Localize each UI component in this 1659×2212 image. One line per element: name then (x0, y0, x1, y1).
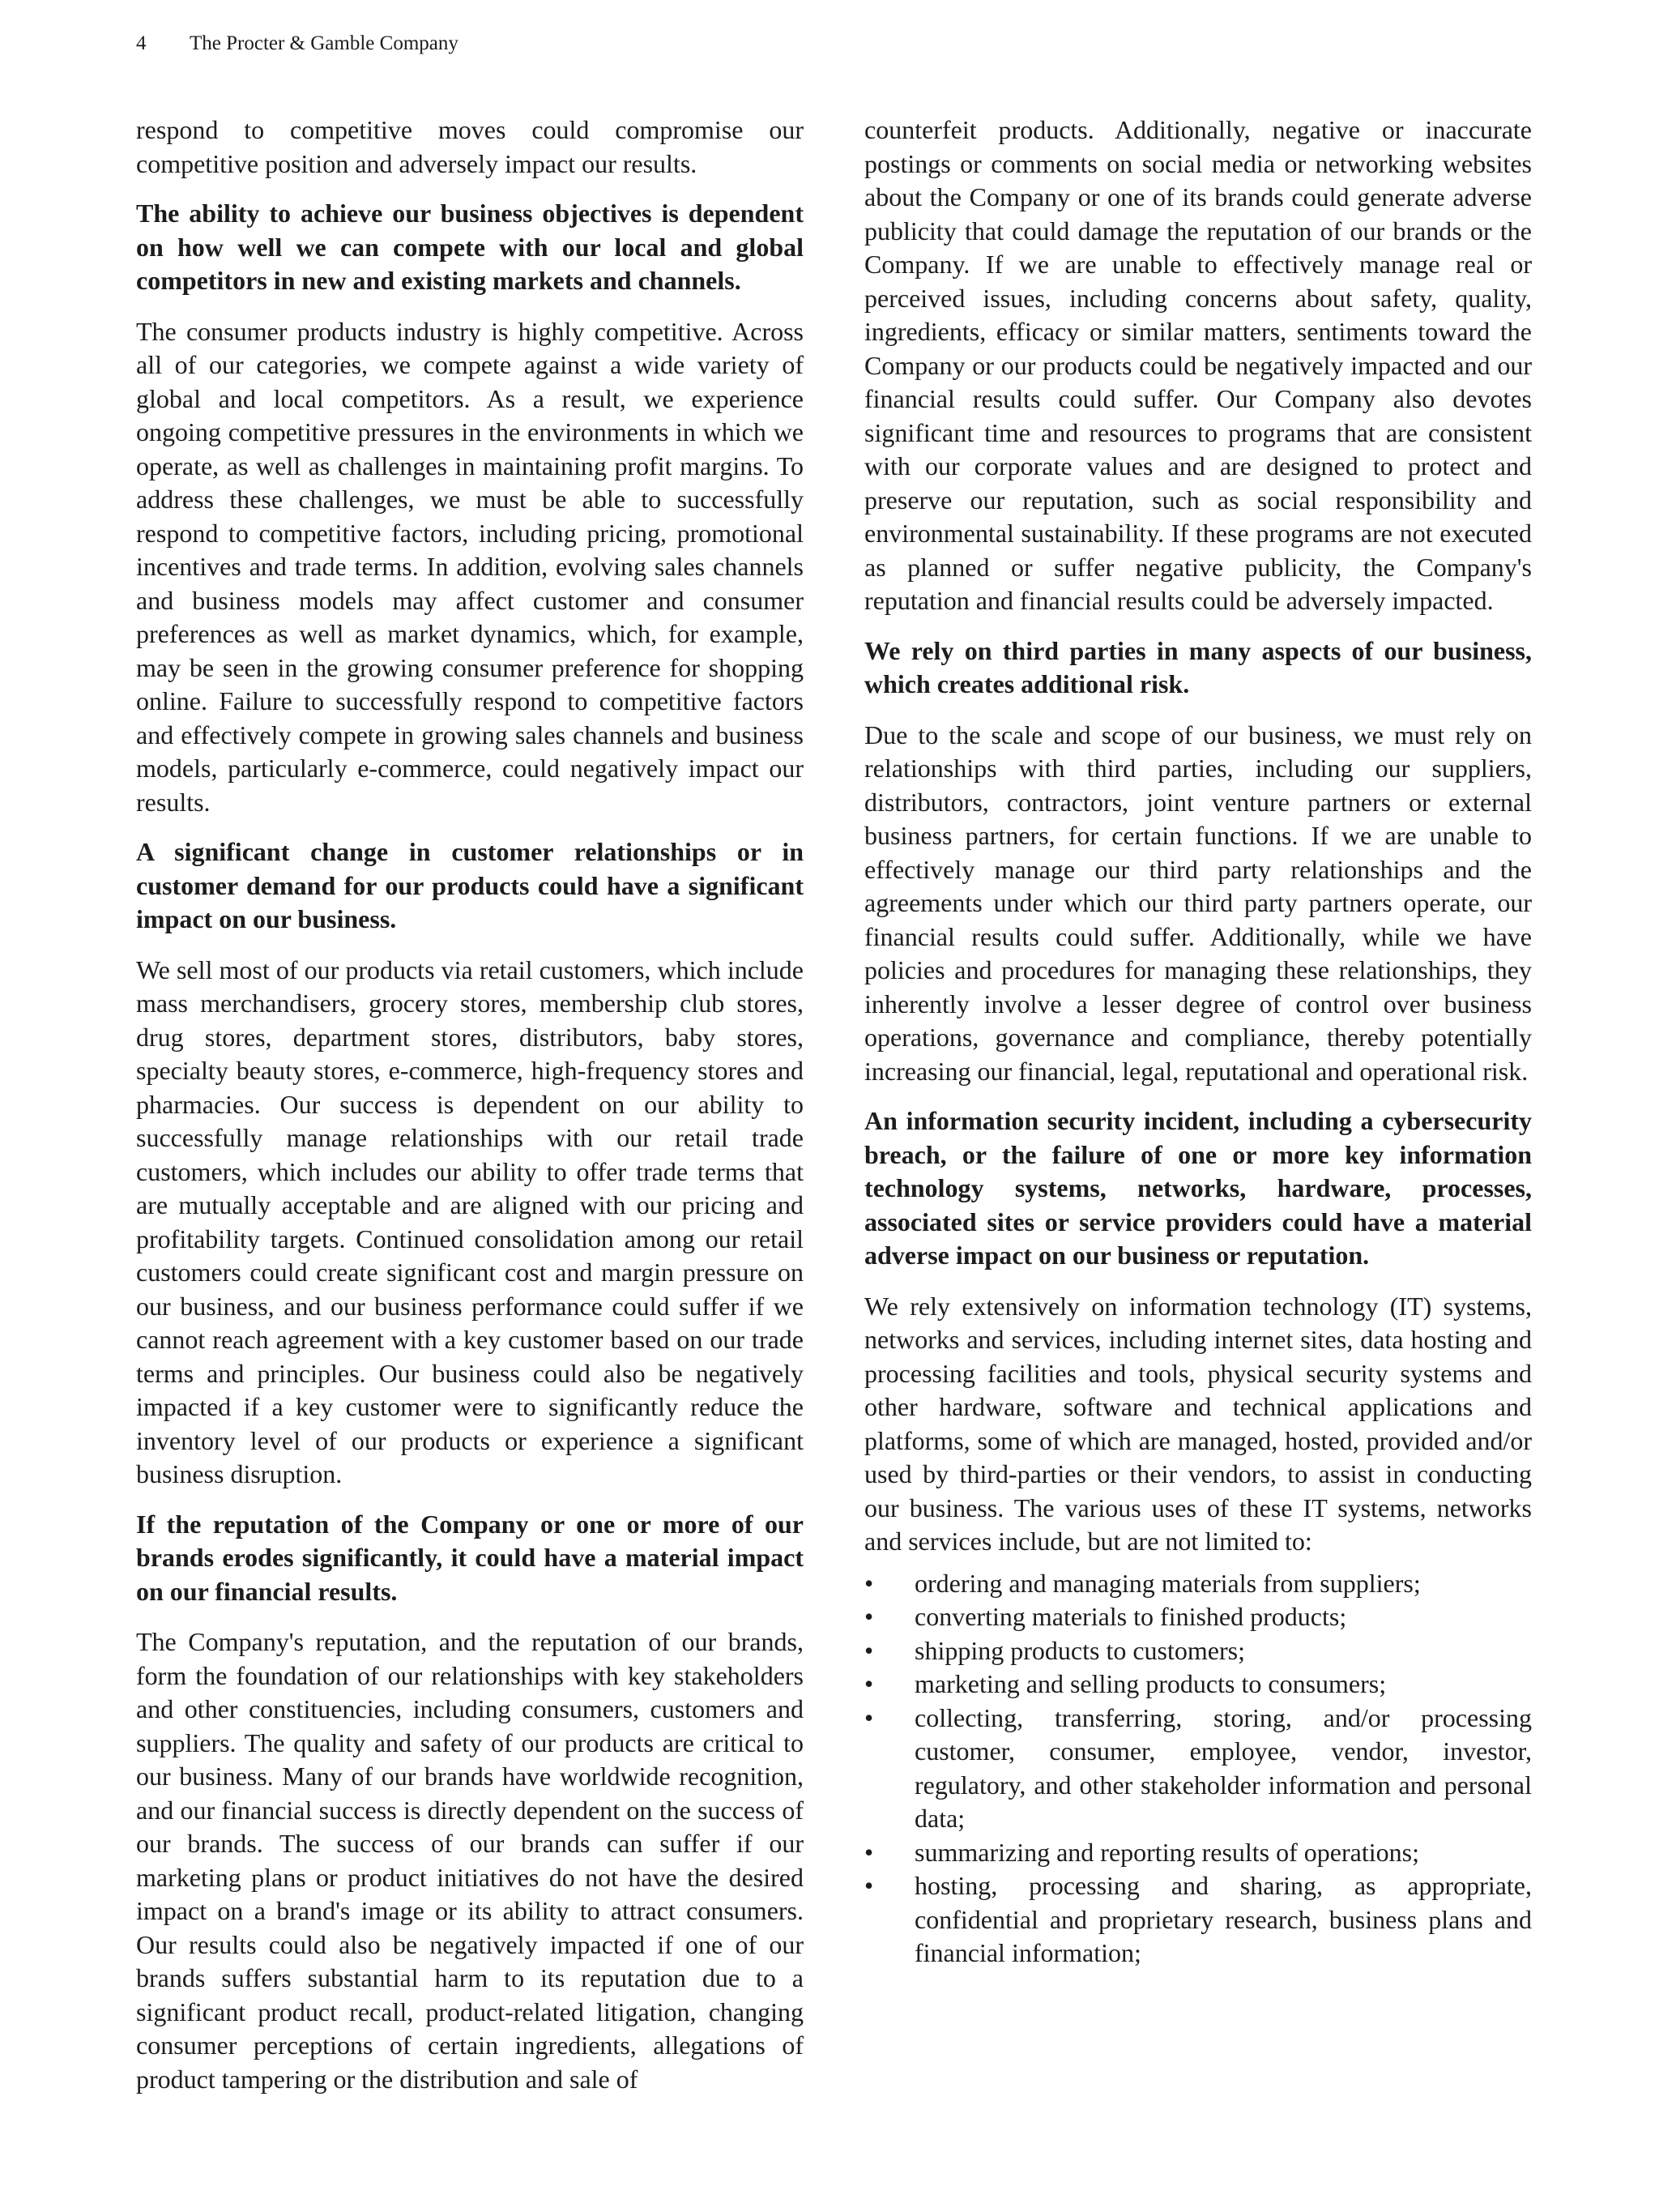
list-item: • shipping products to customers; (864, 1634, 1532, 1668)
bullet-icon: • (864, 1669, 874, 1698)
list-item: • summarizing and reporting results of operations; (864, 1836, 1532, 1870)
bullet-icon: • (864, 1837, 874, 1867)
company-name: The Procter & Gamble Company (190, 32, 458, 54)
bullet-icon: • (864, 1568, 874, 1598)
right-paragraph-1: counterfeit products. Additionally, negative or inaccurate postings or comments on social media or networking websites about the Company or one of its brands could generate adverse publicity that could damage the reputation of our brands or the Company. If we are unable to effectively manage real or perceived issues, including concerns about safety, quality, ingredients, efficacy or similar matters, sentiments toward the Company or our products could be negatively impacted and our financial results could suffer. Our Company also devotes significant time and resources to programs that are consistent with our corporate values and are designed to protect and preserve our reputation, such as social responsibility and environmental sustainability. If these programs are not executed as planned or suffer negative publicity, the Company's reputation and financial results could be adversely impacted. (864, 115, 1532, 615)
list-item: • ordering and managing materials from suppliers; (864, 1567, 1532, 1601)
heading-competition: The ability to achieve our business objectives is dependent on how well we can compete with our local and global competitors in new and existing markets and channels. (136, 199, 804, 295)
heading-information-security: An information security incident, including a cybersecurity breach, or the failure of one or more key information technology systems, networks, hardware, processes, associated sites or service providers could have a material adverse impact on our business or reputation. (864, 1106, 1532, 1270)
page-number: 4 (136, 32, 147, 54)
list-item: • converting materials to finished products; (864, 1600, 1532, 1634)
right-paragraph-2: Due to the scale and scope of our business, we must rely on relationships with third parties, including our suppliers, distributors, contractors, joint venture partners or external business partners, for certain functions. If we are unable to effectively manage our third party relationships and the agreements under which our third party partners operate, our financial results could suffer. Additionally, while we have policies and procedures for managing these relationships, they inherently involve a lesser degree of control over business operations, governance and compliance, thereby potentially increasing our financial, legal, reputational and operational risk. (864, 720, 1532, 1086)
right-paragraph-3: We rely extensively on information technology (IT) systems, networks and services, including internet sites, data hosting and processing facilities and tools, physical security systems and other hardware, software and technical applications and platforms, some of which are managed, hosted, provided and/or used by third-parties or their vendors, to assist in conducting our business. The various uses of these IT systems, networks and services include, but are not limited to: (864, 1291, 1532, 1556)
left-paragraph-3: We sell most of our products via retail customers, which include mass merchandisers, grocery stores, membership club stores, drug stores, department stores, distributors, baby stores, specialty beauty stores, e-commerce, high-frequency stores and pharmacies. Our success is dependent on our ability to successfully manage relationships with our retail trade customers, which includes our ability to offer trade terms that are mutually acceptable and are aligned with our pricing and profitability targets. Continued consolidation among our retail customers could create significant cost and margin pressure on our business, and our business performance could suffer if we cannot reach agreement with a key customer based on our trade terms and principles. Our business could also be negatively impacted if a key customer were to significantly reduce the inventory level of our products or experience a significant business disruption. (136, 954, 804, 1488)
list-item: • collecting, transferring, storing, and/or processing customer, consumer, employee, vendor, investor, regulatory, and other stakeholder information and personal data; (864, 1702, 1532, 1833)
list-item: • hosting, processing and sharing, as appropriate, confidential and proprietary research, business plans and financial information; (864, 1871, 1532, 1967)
right-column (864, 113, 1532, 1971)
bullet-icon: • (864, 1602, 874, 1631)
bullet-icon: • (864, 1635, 874, 1665)
bullet-icon: • (864, 1702, 874, 1732)
page-header (136, 29, 458, 58)
left-paragraph-2: The consumer products industry is highly competitive. Across all of our categories, we compete against a wide variety of global and local competitors. As a result, we experience ongoing competitive pressures in the environments in which we operate, as well as challenges in maintaining profit margins. To address these challenges, we must be able to successfully respond to competitive factors, including pricing, promotional incentives and trade terms. In addition, evolving sales channels and business models may affect customer and consumer preferences as well as market dynamics, which, for example, may be seen in the growing consumer preference for shopping online. Failure to successfully respond to competitive factors and effectively compete in growing sales channels and business models, particularly e-commerce, could negatively impact our results. (136, 316, 804, 817)
heading-reputation: If the reputation of the Company or one or more of our brands erodes significantly, it could have a material impact on our financial results. (136, 1509, 804, 1606)
list-item: • marketing and selling products to consumers; (864, 1668, 1532, 1702)
left-column (136, 113, 804, 2112)
it-uses-list (864, 1567, 1532, 1971)
left-paragraph-4: The Company's reputation, and the reputation of our brands, form the foundation of our relationships with key stakeholders and other constituencies, including consumers, customers and suppliers. The quality and safety of our products are critical to our business. Many of our brands have worldwide recognition, and our financial success is directly dependent on the success of our brands. The success of our brands can suffer if our marketing plans or product initiatives do not have the desired impact on a brand's image or its ability to attract consumers. Our results could also be negatively impacted if one of our brands suffers substantial harm to its reputation due to a significant product recall, product-related litigation, changing consumer perceptions of certain ingredients, allegations of product tampering or the distribution and sale of (136, 1627, 804, 2094)
left-paragraph-1: respond to competitive moves could compromise our competitive position and adversely impact our results. (136, 115, 804, 178)
heading-third-parties: We rely on third parties in many aspects of our business, which creates additional risk. (864, 635, 1532, 698)
bullet-icon: • (864, 1871, 874, 1900)
heading-customer-relationships: A significant change in customer relationships or in customer demand for our products could have a significant impact on our business. (136, 837, 804, 933)
